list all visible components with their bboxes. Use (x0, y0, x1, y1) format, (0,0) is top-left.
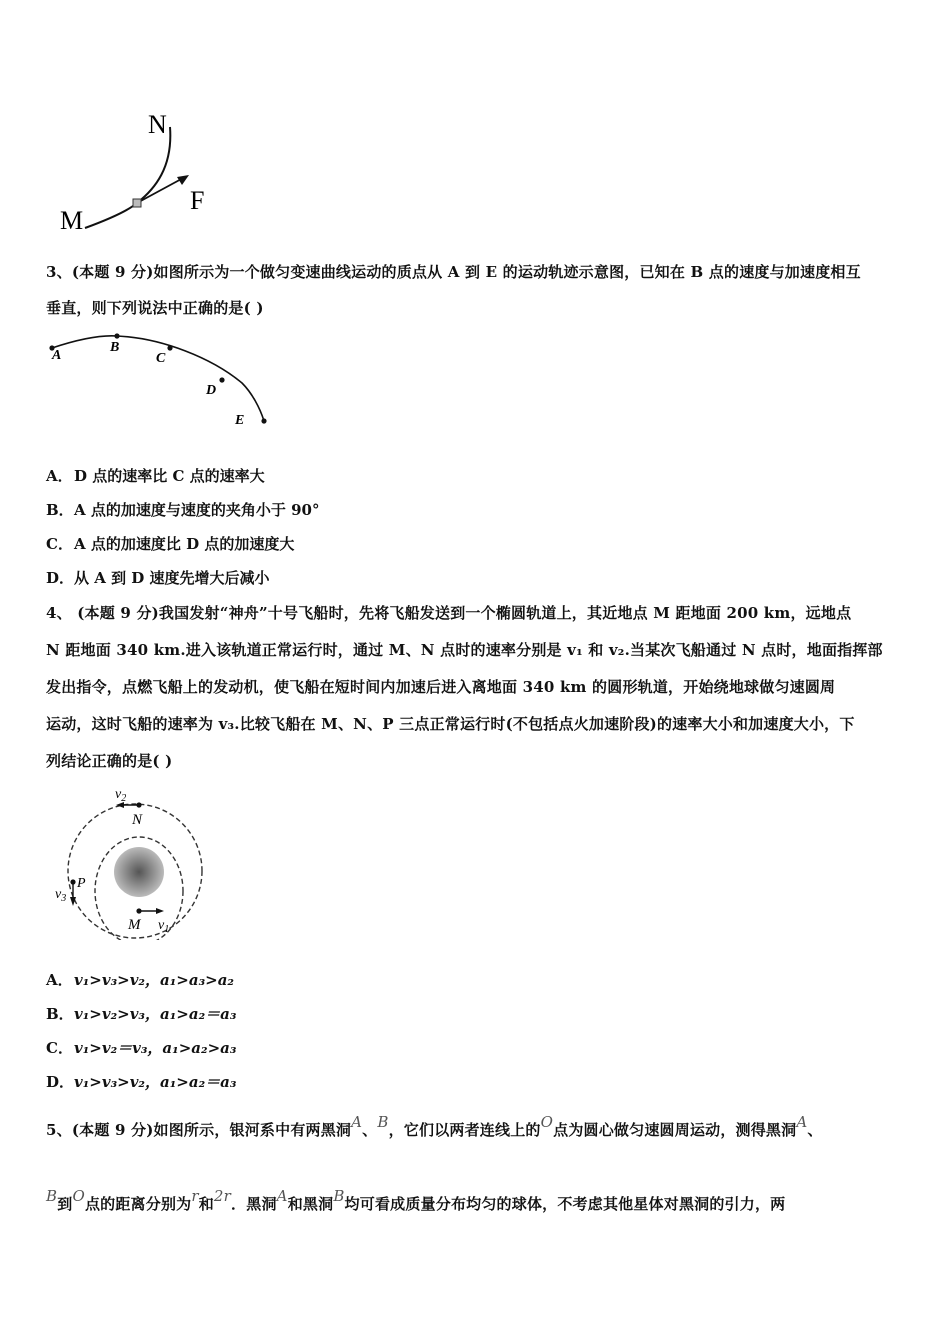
label-n: N (148, 110, 167, 139)
option-text: A 点的加速度比 D 点的加速度大 (74, 535, 295, 553)
q5-stem-line1 (46, 1113, 823, 1140)
q4-stem-line2: N 距地面 340 km.进入该轨道正常运行时，通过 M、N 点时的速率分别是 v₁ 和 v₂.当某次飞船通过 N 点时，地面指挥部 (46, 641, 883, 659)
text-segment: 、 (362, 1121, 378, 1139)
math-b: B (333, 1187, 345, 1205)
math-a: A (796, 1113, 808, 1131)
q4-stem-line5: 列结论正确的是( ) (46, 752, 173, 770)
math-a: A (351, 1113, 363, 1131)
text-segment: ．黑洞 (231, 1195, 277, 1213)
label-n: N (132, 812, 143, 828)
option-label: D． (46, 569, 75, 587)
figure-curve-force (55, 105, 225, 235)
math-2r: 2r (213, 1187, 232, 1205)
math-o: O (72, 1187, 85, 1205)
label-p: P (77, 876, 86, 891)
math-b: B (377, 1113, 389, 1131)
math-r: r (191, 1187, 199, 1205)
text-segment: 到 (57, 1195, 73, 1213)
point-d: D (206, 383, 217, 398)
label-f: F (190, 186, 205, 215)
point-e: E (235, 413, 245, 428)
option-text: A 点的加速度与速度的夹角小于 90° (74, 501, 320, 519)
option-text: 从 A 到 D 速度先增大后减小 (74, 569, 270, 587)
math-b: B (46, 1187, 58, 1205)
point-c: C (156, 351, 166, 366)
q4-option-b[interactable] (46, 1004, 236, 1024)
figure-orbits (48, 782, 213, 940)
point-a: A (52, 348, 62, 363)
option-text: D 点的速率比 C 点的速率大 (74, 467, 265, 485)
q3-option-a[interactable] (46, 466, 265, 486)
point-b: B (110, 340, 120, 355)
q4-stem-line4: 运动，这时飞船的速率为 v₃.比较飞船在 M、N、P 三点正常运行时(不包括点火加速阶段)的速率大小和加速度大小，下 (46, 715, 855, 733)
q3-option-d[interactable] (46, 568, 270, 588)
text-segment: 和 (198, 1195, 214, 1213)
option-text: v₁>v₃>v₂，a₁>a₂＝a₃ (74, 1073, 237, 1091)
text-segment: ，它们以两者连线上的 (388, 1121, 541, 1139)
label-m: M (60, 206, 84, 235)
text-segment: 、 (807, 1121, 823, 1139)
math-a: A (276, 1187, 288, 1205)
option-label: B． (46, 1005, 74, 1023)
label-v2: $v_2$ (115, 787, 127, 804)
option-label: C． (46, 1039, 73, 1057)
q4-option-c[interactable] (46, 1038, 236, 1058)
q5-stem-line2 (46, 1187, 786, 1214)
q3-option-b[interactable] (46, 500, 319, 520)
option-label: D． (46, 1073, 75, 1091)
figure-trajectory-a-to-e (42, 328, 282, 428)
q4-option-a[interactable] (46, 970, 234, 990)
text-segment: 和黑洞 (287, 1195, 334, 1213)
q4-stem-line3: 发出指令，点燃飞船上的发动机，使飞船在短时间内加速后进入离地面 340 km 的圆形轨道，开始绕地球做匀速圆周 (46, 678, 836, 696)
option-label: C． (46, 535, 73, 553)
option-label: A． (46, 467, 73, 485)
label-v1: $v_1$ (158, 918, 170, 935)
q4-option-d[interactable] (46, 1072, 236, 1092)
q4-stem-line1: 4、 (本题 9 分)我国发射“神舟”十号飞船时，先将飞船发送到一个椭圆轨道上，其近地点 M 距地面 200 km，远地点 (46, 604, 852, 622)
option-label: A． (46, 971, 73, 989)
option-text: v₁>v₃>v₂，a₁>a₃>a₂ (74, 971, 234, 989)
q3-option-c[interactable] (46, 534, 294, 554)
option-text: v₁>v₂＝v₃，a₁>a₂>a₃ (74, 1039, 237, 1057)
text-segment: 点的距离分别为 (84, 1195, 192, 1213)
text-segment: 5、(本题 9 分)如图所示，银河系中有两黑洞 (46, 1121, 352, 1139)
math-o: O (540, 1113, 554, 1131)
q3-stem-line1: 3、(本题 9 分)如图所示为一个做匀变速曲线运动的质点从 A 到 E 的运动轨迹示意图，已知在 B 点的速度与加速度相互 (46, 263, 861, 281)
q3-stem-line2: 垂直，则下列说法中正确的是( ) (46, 299, 264, 317)
label-v3: $v_3$ (55, 887, 67, 904)
option-text: v₁>v₂>v₃，a₁>a₂＝a₃ (74, 1005, 237, 1023)
option-label: B． (46, 501, 74, 519)
text-segment: 均可看成质量分布均匀的球体，不考虑其他星体对黑洞的引力，两 (344, 1195, 786, 1213)
label-m: M (128, 917, 141, 933)
text-segment: 点为圆心做匀速圆周运动，测得黑洞 (553, 1121, 797, 1139)
